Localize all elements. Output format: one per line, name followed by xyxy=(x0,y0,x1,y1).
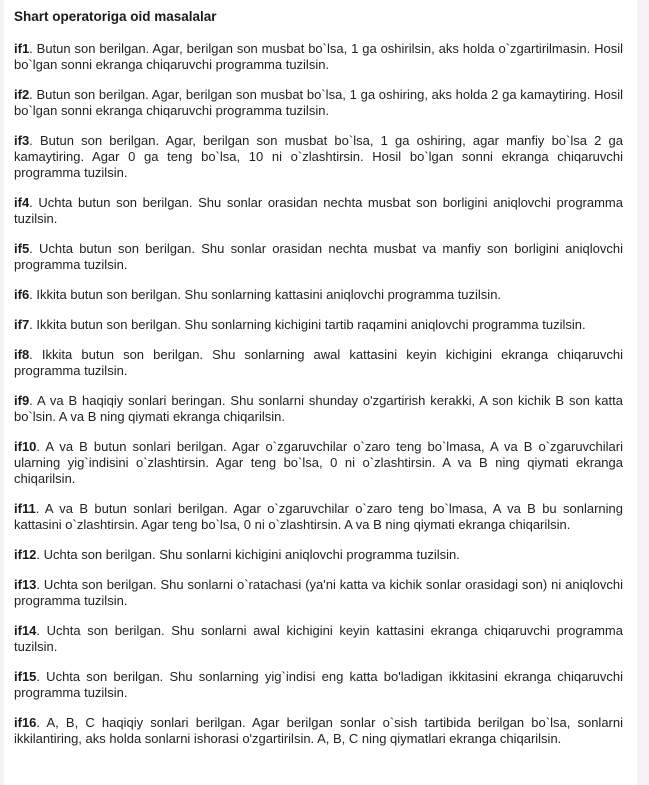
problem-item xyxy=(14,393,623,425)
problem-item xyxy=(14,715,623,747)
problem-item xyxy=(14,241,623,273)
problem-item xyxy=(14,501,623,533)
problem-text: . A, B, C haqiqiy sonlari berilgan. Agar berilgan sonlar o`sish tartibida berilgan bo`lsa, sonlarni ikkilantiring, aks holda sonlarni ishorasi o'zgartirilsin. A, B, C ning qiymatlari ekranga chiqarilsin. xyxy=(14,715,623,746)
problem-id: if16 xyxy=(14,715,37,730)
problem-id: if6 xyxy=(14,287,30,302)
problem-text: . A va B butun sonlari berilgan. Agar o`zgaruvchilar o`zaro teng bo`lmasa, A va B o`zgaruvchilari ularning yig`indisini o`zlashtirsin. Agar teng bo`lsa, 0 ni o`zlashtirsin. A va B ning qiymati ekranga chiqarilsin. xyxy=(14,439,623,486)
problem-text: . Uchta son berilgan. Shu sonlarni kichigini aniqlovchi programma tuzilsin. xyxy=(36,547,460,562)
problem-item xyxy=(14,195,623,227)
problem-text: . A va B butun sonlari berilgan. Agar o`zgaruvchilar o`zaro teng bo`lmasa, A va B bu sonlarning kattasini o`zlashtirsin. Agar teng bo`lsa, 0 ni o`zlashtirsin. A va B ning qiymati ekranga chiqarilsin. xyxy=(14,501,623,532)
problem-text: . Uchta son berilgan. Shu sonlarning yig`indisi eng katta bo'ladigan ikkitasini ekranga chiqaruvchi programma tuzilsin. xyxy=(14,669,623,700)
problem-id: if5 xyxy=(14,241,30,256)
problem-item xyxy=(14,669,623,701)
problem-id: if11 xyxy=(14,501,36,516)
problem-id: if13 xyxy=(14,577,37,592)
problem-item xyxy=(14,577,623,609)
problem-id: if7 xyxy=(14,317,30,332)
problem-text: . Uchta son berilgan. Shu sonlarni awal kichigini keyin kattasini ekranga chiqaruvchi programma tuzilsin. xyxy=(14,623,623,654)
problem-id: if9 xyxy=(14,393,30,408)
problem-text: . Uchta son berilgan. Shu sonlarni o`ratachasi (ya'ni katta va kichik sonlar orasidagi son) ni aniqlovchi programma tuzilsin. xyxy=(14,577,623,608)
problem-id: if15 xyxy=(14,669,37,684)
problem-id: if3 xyxy=(14,133,30,148)
problem-item xyxy=(14,287,623,303)
problem-id: if12 xyxy=(14,547,37,562)
problem-text: . Butun son berilgan. Agar, berilgan son musbat bo`lsa, 1 ga oshiring, agar manfiy bo`lsa 2 ga kamaytiring. Agar 0 ga teng bo`lsa, 10 ni o`zlashtirsin. Hosil bo`lgan sonni ekranga chiqaruvchi programma tuzilsin. xyxy=(14,133,623,180)
problem-text: . Ikkita butun son berilgan. Shu sonlarning awal kattasini keyin kichigini ekranga chiqaruvchi programma tuzilsin. xyxy=(14,347,623,378)
problem-item xyxy=(14,133,623,181)
problem-id: if10 xyxy=(14,439,37,454)
problem-id: if14 xyxy=(14,623,37,638)
document-page xyxy=(4,0,637,785)
problem-text: . A va B haqiqiy sonlari beringan. Shu sonlarni shunday o'zgartirish kerakki, A son kichik B son katta bo`lsin. A va B ning qiymati ekranga chiqarilsin. xyxy=(14,393,623,424)
problem-item xyxy=(14,347,623,379)
problem-text: . Butun son berilgan. Agar, berilgan son musbat bo`lsa, 1 ga oshiring, aks holda 2 ga kamaytiring. Hosil bo`lgan sonni ekranga chiqaruvchi programma tuzilsin. xyxy=(14,87,623,118)
problem-text: . Ikkita butun son berilgan. Shu sonlarning kichigini tartib raqamini aniqlovchi programma tuzilsin. xyxy=(29,317,586,332)
problem-item xyxy=(14,87,623,119)
problem-text: . Uchta butun son berilgan. Shu sonlar orasidan nechta musbat va manfiy son borligini aniqlovchi programma tuzilsin. xyxy=(14,241,623,272)
problem-item xyxy=(14,623,623,655)
problem-item xyxy=(14,439,623,487)
problem-text: . Uchta butun son berilgan. Shu sonlar orasidan nechta musbat son borligini aniqlovchi programma tuzilsin. xyxy=(14,195,623,226)
problem-text: . Butun son berilgan. Agar, berilgan son musbat bo`lsa, 1 ga oshirilsin, aks holda o`zgartirilmasin. Hosil bo`lgan sonni ekranga chiqaruvchi programma tuzilsin. xyxy=(14,41,623,72)
problem-id: if8 xyxy=(14,347,30,362)
problem-item xyxy=(14,317,623,333)
problem-id: if4 xyxy=(14,195,30,210)
problem-id: if1 xyxy=(14,41,30,56)
problem-id: if2 xyxy=(14,87,30,102)
problem-item xyxy=(14,547,623,563)
page-title: Shart operatoriga oid masalalar xyxy=(14,9,217,24)
problem-item xyxy=(14,41,623,73)
problem-text: . Ikkita butun son berilgan. Shu sonlarning kattasini aniqlovchi programma tuzilsin. xyxy=(29,287,502,302)
